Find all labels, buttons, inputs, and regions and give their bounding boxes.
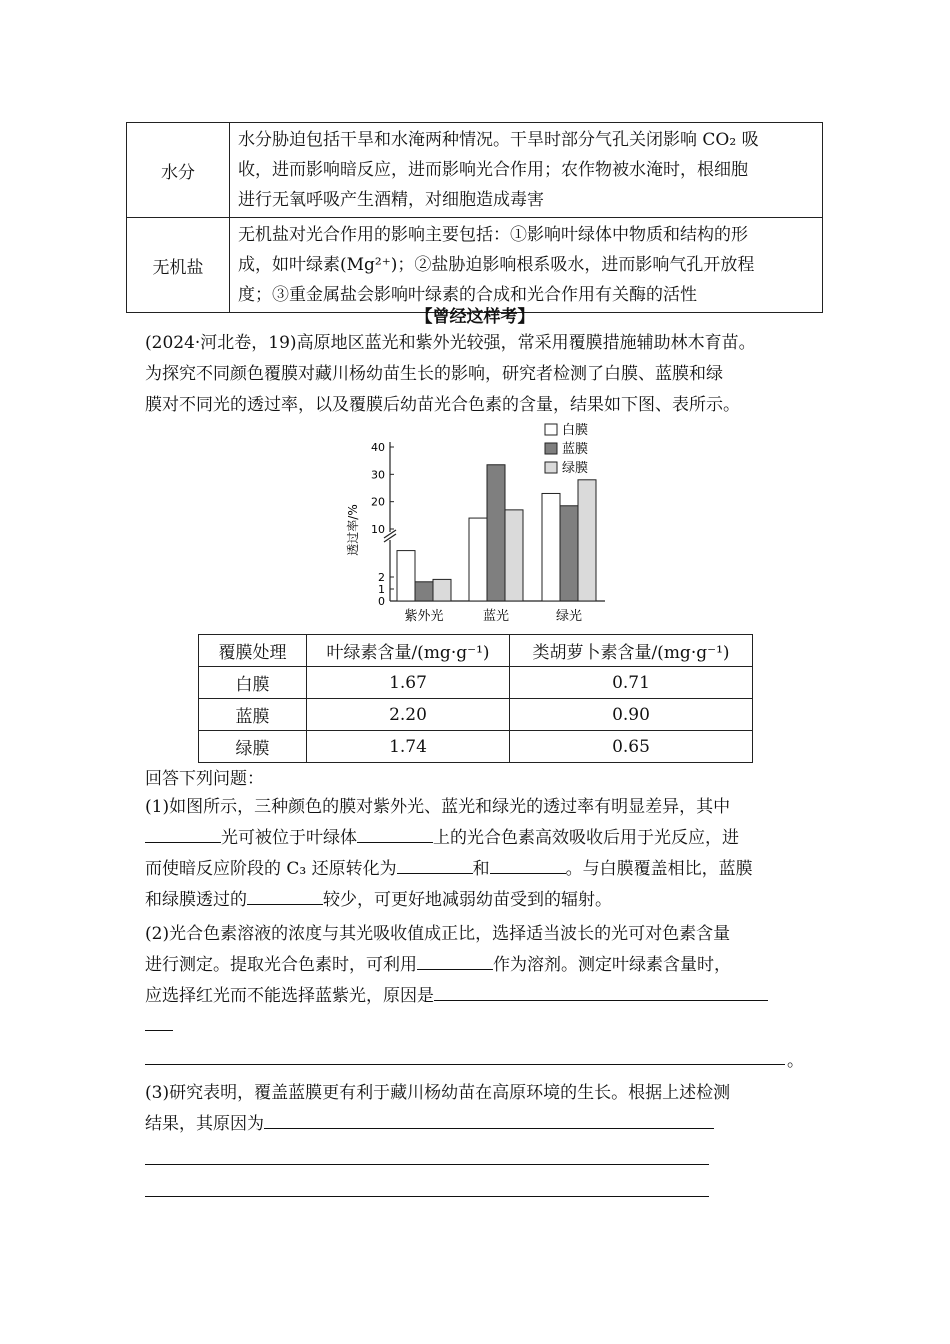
text-span: 较少，可更好地减弱幼苗受到的辐射。 [323,890,612,910]
bar-白膜 [469,518,487,601]
bar-蓝膜 [415,582,433,601]
question-3 [145,1078,825,1140]
cell: 白膜 [199,667,307,699]
cell: 蓝膜 [199,699,307,731]
y-tick-label: 40 [371,441,385,454]
text-line: 膜对不同光的透过率，以及覆膜后幼苗光合色素的含量，结果如下图、表所示。 [145,395,740,415]
text-span: 和 [472,859,490,879]
bar-白膜 [542,493,560,601]
answer-blank[interactable] [145,1064,785,1065]
table-header-row [199,635,753,667]
text-line: 水分胁迫包括干旱和水淹两种情况。干旱时部分气孔关闭影响 CO₂ 吸 [238,130,759,150]
bar-蓝膜 [487,465,505,601]
text-line: 度；③重金属盐会影响叶绿素的合成和光合作用有关酶的活性 [238,285,697,305]
answer-blank[interactable] [247,886,323,905]
text-line: (3)研究表明，覆盖蓝膜更有利于藏川杨幼苗在高原环境的生长。根据上述检测 [145,1083,731,1103]
legend-swatch [545,443,557,454]
legend-swatch [545,462,557,473]
y-tick-label: 0 [378,595,385,608]
col-header: 覆膜处理 [199,635,307,667]
pigment-table [198,634,753,763]
y-tick-label: 2 [378,571,385,584]
legend-label: 白膜 [562,423,589,438]
y-tick-label: 20 [371,495,385,509]
text-line: 进行无氧呼吸产生酒精，对细胞造成毒害 [238,190,544,210]
bar-白膜 [397,551,415,601]
table-row [199,699,753,731]
text-span: 上的光合色素高效吸收后用于光反应，进 [433,828,739,848]
legend-swatch [545,424,557,435]
factor-text [230,218,823,313]
answer-blank[interactable] [264,1110,714,1129]
answer-blank[interactable] [397,855,473,874]
answer-blank[interactable] [357,824,433,843]
answer-blank[interactable] [490,855,566,874]
factor-table [126,122,823,313]
x-tick-label: 蓝光 [482,609,510,624]
answer-prompt: 回答下列问题： [145,769,264,789]
y-tick-label: 30 [371,468,385,482]
text-span: 应选择红光而不能选择蓝紫光，原因是 [145,986,434,1006]
answer-blank[interactable] [145,824,221,843]
table-row [127,123,823,218]
cell: 0.65 [510,731,753,763]
answer-blank[interactable] [145,1164,709,1165]
y-tick-label: 10 [371,523,385,536]
bar-绿膜 [578,480,596,601]
text-line: 收，进而影响暗反应，进而影响光合作用；农作物被水淹时，根细胞 [238,160,748,180]
y-tick-label: 1 [378,583,385,596]
cell: 1.74 [307,731,510,763]
y-axis-label: 透过率/% [346,504,360,556]
cell: 0.71 [510,667,753,699]
text-span: 和绿膜透过的 [145,890,247,910]
bar-绿膜 [505,510,523,601]
text-line: (2024·河北卷，19)高原地区蓝光和紫外光较强，常采用覆膜措施辅助林木育苗。 [145,333,756,353]
text-line: (2)光合色素溶液的浓度与其光吸收值成正比，选择适当波长的光可对色素含量 [145,924,731,944]
section-title: 【曾经这样考】 [415,307,535,327]
factor-text [230,123,823,218]
table-row [199,667,753,699]
text-line: 无机盐对光合作用的影响主要包括：①影响叶绿体中物质和结构的形 [238,225,748,245]
text-span: 进行测定。提取光合色素时，可利用 [145,955,417,975]
text-span: 作为溶剂。测定叶绿素含量时， [493,955,731,975]
legend-label: 绿膜 [562,461,589,476]
cell: 0.90 [510,699,753,731]
bar-蓝膜 [560,506,578,601]
text-span: 结果，其原因为 [145,1114,264,1134]
answer-blank[interactable] [145,1030,173,1031]
col-header: 类胡萝卜素含量/(mg·g⁻¹) [510,635,753,667]
table-row [127,218,823,313]
answer-blank[interactable] [434,982,768,1001]
bar-绿膜 [433,579,451,601]
x-tick-label: 紫外光 [404,609,444,624]
table-row [199,731,753,763]
answer-blank[interactable] [417,951,493,970]
question-2 [145,919,825,1012]
text-span: 而使暗反应阶段的 C₃ 还原转化为 [145,859,397,879]
cell: 2.20 [307,699,510,731]
intro-paragraph [145,328,825,421]
text-span: 。与白膜覆盖相比，蓝膜 [565,859,753,879]
factor-label: 水分 [127,123,230,218]
text-span: 光可被位于叶绿体 [221,828,357,848]
answer-blank[interactable] [145,1196,709,1197]
x-tick-label: 绿光 [555,609,583,624]
legend-label: 蓝膜 [562,442,589,457]
question-1 [145,792,825,916]
cell: 绿膜 [199,731,307,763]
text-line: 为探究不同颜色覆膜对藏川杨幼苗生长的影响，研究者检测了白膜、蓝膜和绿 [145,364,723,384]
transmittance-bar-chart [335,418,635,628]
text-line: 成，如叶绿素(Mg²⁺)；②盐胁迫影响根系吸水，进而影响气孔开放程 [238,255,755,275]
cell: 1.67 [307,667,510,699]
text-line: (1)如图所示，三种颜色的膜对紫外光、蓝光和绿光的透过率有明显差异，其中 [145,797,731,817]
period: 。 [787,1051,804,1071]
factor-label: 无机盐 [127,218,230,313]
col-header: 叶绿素含量/(mg·g⁻¹) [307,635,510,667]
